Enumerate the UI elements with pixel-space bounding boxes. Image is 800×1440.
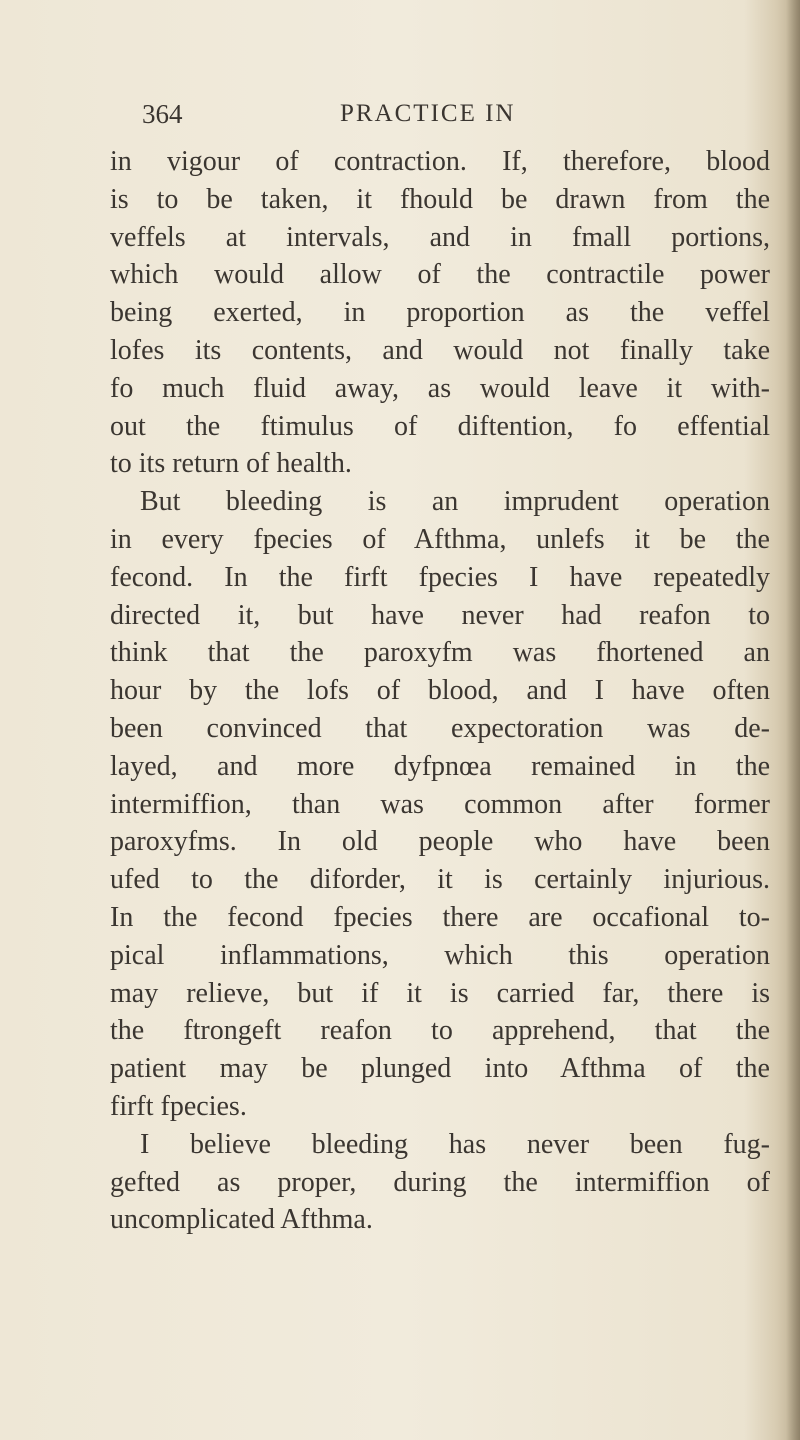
text-line: uncomplicated Afthma. [110,1204,373,1236]
text-line: to its return of health. [110,448,352,480]
text-line: lofes its contents, and would not finally take [110,334,770,366]
text-line: may relieve, but if it is carried far, there is [110,977,770,1009]
text-line: paroxyfms. In old people who have been [110,826,770,858]
text-line: But bleeding is an imprudent operation [140,486,770,518]
text-line: out the ftimulus of diftention, fo effential [110,410,770,442]
text-line: think that the paroxyfm was fhortened an [110,637,770,669]
text-line: patient may be plunged into Afthma of the [110,1053,770,1085]
text-line: ufed to the diforder, it is certainly injurious. [110,864,770,896]
text-line: In the fecond fpecies there are occafional to- [110,901,770,933]
running-title: PRACTICE IN [340,100,516,127]
page-edge-shadow [786,0,800,1440]
text-line: in every fpecies of Afthma, unlefs it be the [110,523,770,555]
text-line: is to be taken, it fhould be drawn from the [110,183,770,215]
text-line: hour by the lofs of blood, and I have often [110,675,770,707]
text-line: being exerted, in proportion as the veffel [110,297,770,329]
text-line: been convinced that expectoration was de- [110,712,770,744]
body-text [110,143,770,1239]
text-line: pical inflammations, which this operation [110,939,770,971]
text-line: fo much fluid away, as would leave it with- [110,372,770,404]
text-line: gefted as proper, during the intermiffion of [110,1166,770,1198]
page-number: 364 [142,99,183,129]
text-line: fecond. In the firft fpecies I have repeatedly [110,561,770,593]
text-line: which would allow of the contractile power [110,259,770,291]
text-line: veffels at intervals, and in fmall portions, [110,221,770,253]
text-line: firft fpecies. [110,1090,247,1122]
text-line: intermiffion, than was common after former [110,788,770,820]
text-line: in vigour of contraction. If, therefore, blood [110,146,770,177]
text-line: directed it, but have never had reafon to [110,599,770,631]
text-line: layed, and more dyfpnœa remained in the [110,750,770,782]
text-line: I believe bleeding has never been fug- [140,1128,770,1160]
running-head [0,94,800,134]
text-line: the ftrongeft reafon to apprehend, that the [110,1015,770,1047]
